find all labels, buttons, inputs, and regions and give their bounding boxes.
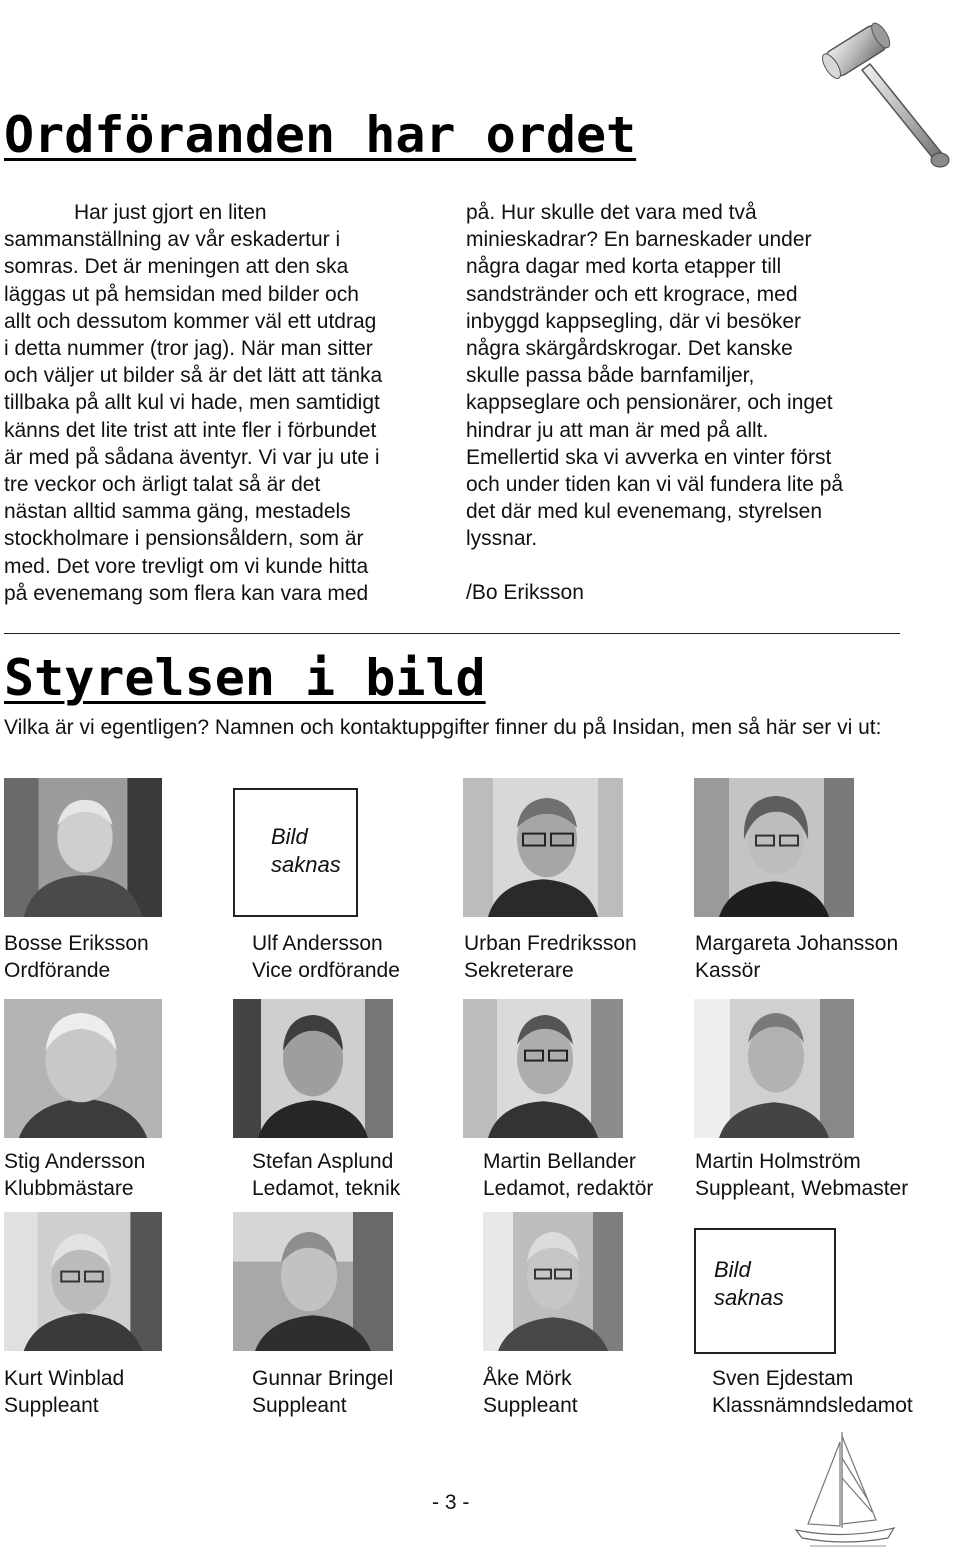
text-line: nästan alltid samma gäng, mestadels [4, 500, 351, 524]
member-role: Vice ordförande [252, 959, 400, 982]
photo-missing-placeholder [233, 788, 358, 917]
text-line: och väljer ut bilder så är det lätt att tänka [4, 364, 383, 388]
member-role: Ordförande [4, 959, 111, 982]
text-line: på evenemang som flera kan vara med [4, 581, 369, 605]
member-name: Åke Mörk [483, 1367, 572, 1390]
member-name: Sven Ejdestam [712, 1367, 854, 1390]
member-role: Klassnämndsledamot [712, 1394, 913, 1417]
text-line: Emellertid ska vi avverka en vinter först [466, 445, 832, 469]
text-line: lyssnar. [466, 527, 538, 551]
placeholder-label: saknas [714, 1285, 784, 1310]
member-role: Suppleant [252, 1394, 347, 1417]
member-caption [252, 1365, 393, 1419]
photo-margareta-johansson [694, 778, 854, 917]
text-line: somras. Det är meningen att den ska [4, 255, 349, 279]
text-line: med. Det vore trevligt om vi kunde hitta [4, 554, 369, 578]
photo-urban-fredriksson [463, 778, 623, 917]
text-line: i detta nummer (tror jag). När man sitter [4, 337, 373, 361]
text-line: sandstränder och ett krograce, med [466, 282, 798, 306]
member-caption [252, 1148, 400, 1202]
sailboat-icon [790, 1428, 900, 1553]
member-name: Bosse Eriksson [4, 932, 149, 955]
text-line: inbyggd kappsegling, där vi besöker [466, 309, 802, 333]
text-line: några dagar med korta etapper till [466, 255, 782, 279]
photo-kurt-winblad [4, 1212, 162, 1351]
member-name: Urban Fredriksson [464, 932, 637, 955]
member-name: Martin Holmström [695, 1150, 861, 1173]
text-line: stockholmare i pensionsåldern, som är [4, 527, 364, 551]
text-line: känns det lite trist att inte fler i förbundet [4, 418, 377, 442]
section-divider [4, 633, 900, 634]
photo-gunnar-bringel [233, 1212, 393, 1351]
member-caption [695, 930, 898, 984]
member-name: Stig Andersson [4, 1150, 146, 1173]
photo-bosse-eriksson [4, 778, 162, 917]
member-name: Margareta Johansson [695, 932, 899, 955]
member-caption [252, 930, 400, 984]
member-role: Ledamot, redaktör [483, 1177, 654, 1200]
text-line: hindrar ju att man är med på allt. [466, 418, 769, 442]
text-line: tre veckor och ärligt talat så är det [4, 473, 321, 497]
article-title: Ordföranden har ordet [4, 106, 637, 164]
member-caption [4, 930, 149, 984]
photo-martin-holmstrom [694, 999, 854, 1138]
board-title: Styrelsen i bild [4, 649, 486, 707]
member-name: Ulf Andersson [252, 932, 383, 955]
placeholder-label: saknas [271, 852, 341, 877]
member-role: Suppleant, Webmaster [695, 1177, 909, 1200]
text-line: minieskadrar? En barneskader under [466, 228, 812, 252]
board-intro: Vilka är vi egentligen? Namnen och kontaktuppgifter finner du på Insidan, men så här ser vi ut: [4, 716, 882, 739]
photo-stig-andersson [4, 999, 162, 1138]
photo-ake-mork [483, 1212, 623, 1351]
text-line: Har just gjort en liten [74, 201, 267, 224]
member-caption [712, 1365, 913, 1419]
text-line: några skärgårdskrogar. Det kanske [466, 337, 793, 361]
member-caption [695, 1148, 908, 1202]
member-role: Suppleant [483, 1394, 578, 1417]
text-line: är med på sådana äventyr. Vi var ju ute i [4, 445, 380, 469]
text-line: på. Hur skulle det vara med två [466, 201, 757, 224]
member-role: Sekreterare [464, 959, 574, 982]
member-name: Gunnar Bringel [252, 1367, 394, 1390]
page-number: - 3 - [432, 1491, 470, 1514]
member-name: Martin Bellander [483, 1150, 636, 1173]
photo-martin-bellander [463, 999, 623, 1138]
member-role: Kassör [695, 959, 761, 982]
text-line: tillbaka på allt kul vi hade, men samtidigt [4, 391, 380, 415]
photo-stefan-asplund [233, 999, 393, 1138]
member-caption [464, 930, 637, 984]
member-caption [483, 1365, 578, 1419]
text-line: och under tiden kan vi väl fundera lite på [466, 473, 844, 497]
article-column-2 [466, 199, 936, 553]
member-name: Kurt Winblad [4, 1367, 125, 1390]
text-line: kappseglare och pensionärer, och inget [466, 391, 833, 415]
placeholder-label: Bild [271, 824, 308, 849]
member-caption [4, 1148, 145, 1202]
text-line: läggas ut på hemsidan med bilder och [4, 282, 359, 306]
member-name: Stefan Asplund [252, 1150, 394, 1173]
text-line: sammanställning av vår eskadertur i [4, 228, 341, 252]
member-caption [483, 1148, 653, 1202]
article-signature: /Bo Eriksson [466, 581, 584, 604]
text-line: allt och dessutom kommer väl ett utdrag [4, 309, 377, 333]
photo-missing-placeholder [694, 1228, 836, 1354]
member-role: Suppleant [4, 1394, 99, 1417]
member-caption [4, 1365, 124, 1419]
text-line: skulle passa både barnfamiljer, [466, 364, 755, 388]
text-line: det där med kul evenemang, styrelsen [466, 500, 823, 524]
article-column-1 [4, 199, 444, 607]
gavel-icon [818, 22, 953, 187]
placeholder-label: Bild [714, 1257, 751, 1282]
member-role: Ledamot, teknik [252, 1177, 401, 1200]
member-role: Klubbmästare [4, 1177, 134, 1200]
